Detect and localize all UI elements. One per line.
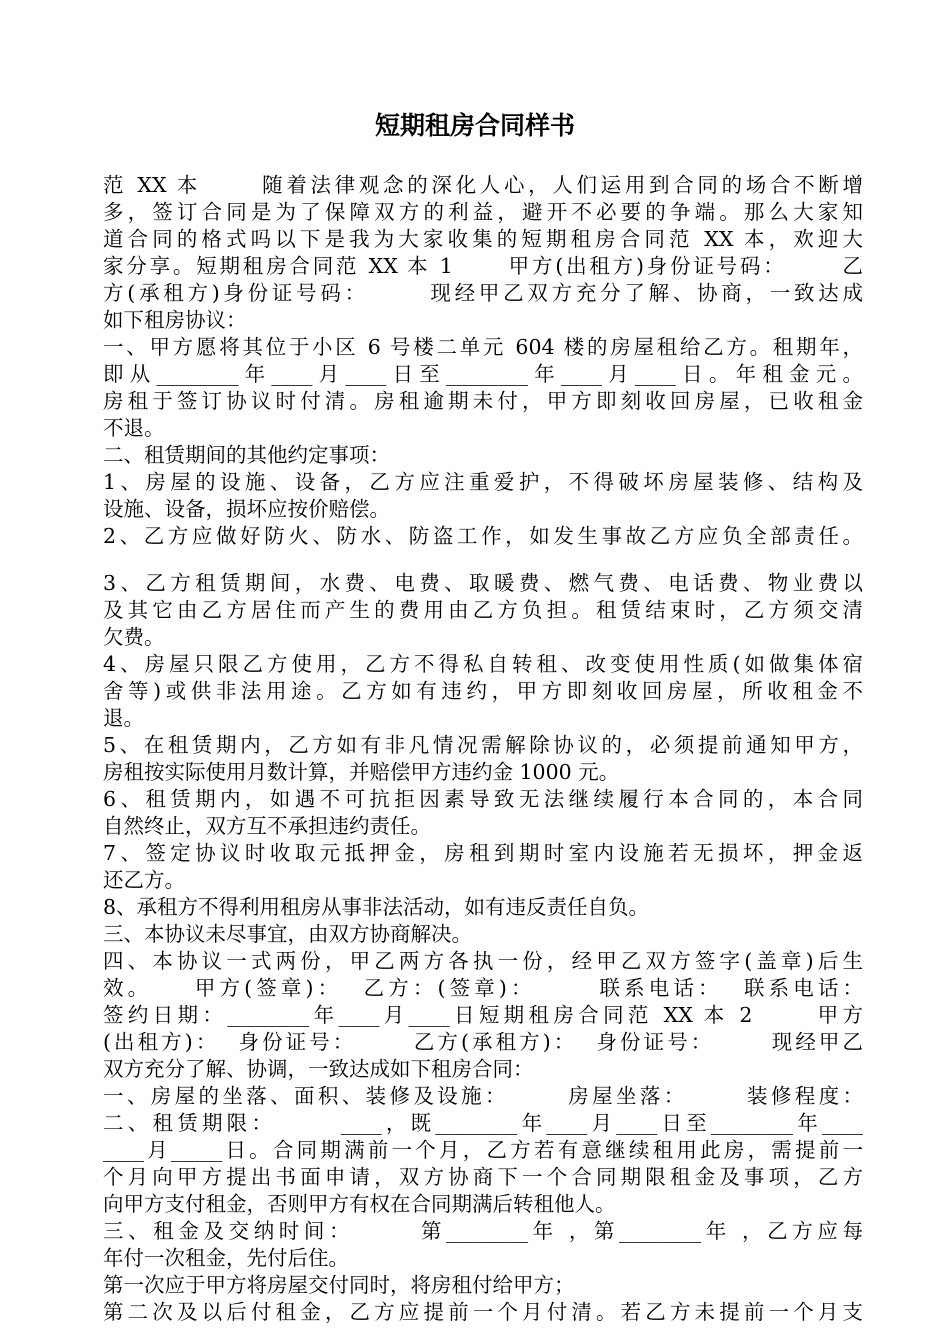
text-line: 年付一次租金，先付后住。 xyxy=(103,1246,349,1270)
text-line: 设施、设备，损坏应按价赔偿。 xyxy=(103,497,390,521)
text-line: 多，签订合同是为了保障双方的利益，避开不必要的争端。那么大家知 xyxy=(103,200,863,224)
text-line: 签约日期：________年____月____日短期租房合同范 XX 本 2 甲方 xyxy=(103,1003,863,1027)
document-body xyxy=(103,172,863,1326)
text-line: 二、租赁期间的其他约定事项： xyxy=(103,443,390,467)
text-line: (出租方)： 身份证号： 乙方(承租方)： 身份证号： 现经甲乙 xyxy=(103,1030,863,1054)
text-line: 即从________年____月____日至________年____月____日。年租金元。 xyxy=(103,362,863,386)
text-line: 房租按实际使用月数计算，并赔偿甲方违约金 1000 元。 xyxy=(103,760,620,784)
paragraph-gap xyxy=(103,550,863,570)
text-line: 欠费。 xyxy=(103,625,165,649)
text-line: 还乙方。 xyxy=(103,868,185,892)
text-line: 向甲方支付租金，否则甲方有权在合同期满后转租他人。 xyxy=(103,1192,616,1216)
text-line: 4、房屋只限乙方使用，乙方不得私自转租、改变使用性质(如做集体宿 xyxy=(103,652,863,676)
text-line: 不退。 xyxy=(103,416,165,440)
text-line: 范 XX 本 随着法律观念的深化人心，人们运用到合同的场合不断增 xyxy=(103,173,863,197)
text-line: ____月_____日。合同期满前一个月，乙方若有意继续租用此房，需提前一 xyxy=(103,1138,863,1162)
text-line: 2、乙方应做好防火、防水、防盗工作，如发生事故乙方应负全部责任。 xyxy=(103,524,863,548)
text-line: 3、乙方租赁期间，水费、电费、取暖费、燃气费、电话费、物业费以 xyxy=(103,571,863,595)
text-line: 退。 xyxy=(103,706,144,730)
text-line: 道合同的格式吗以下是我为大家收集的短期租房合同范 XX 本，欢迎大 xyxy=(103,227,863,251)
text-line: 房租于签订协议时付清。房租逾期未付，甲方即刻收回房屋，已收租金 xyxy=(103,389,863,413)
text-line: 一、房屋的坐落、面积、装修及设施： 房屋坐落： 装修程度： xyxy=(103,1084,863,1108)
text-line: 家分享。短期租房合同范 XX 本 1 甲方(出租方)身份证号码： 乙 xyxy=(103,254,863,278)
text-line: 第二次及以后付租金，乙方应提前一个月付清。若乙方未提前一个月支 xyxy=(103,1300,863,1324)
text-line: 三、本协议未尽事宜，由双方协商解决。 xyxy=(103,922,472,946)
text-line: 效。 甲方(签章)： 乙方：(签章)： 联系电话： 联系电话： xyxy=(103,976,863,1000)
text-line: 1、房屋的设施、设备，乙方应注重爱护，不得破坏房屋装修、结构及 xyxy=(103,470,863,494)
text-line: 及其它由乙方居住而产生的费用由乙方负担。租赁结束时，乙方须交清 xyxy=(103,598,863,622)
document-title: 短期租房合同样书 xyxy=(374,111,575,140)
text-line: 5、在租赁期内，乙方如有非凡情况需解除协议的，必须提前通知甲方， xyxy=(103,733,863,757)
text-line: 个月向甲方提出书面申请，双方协商下一个合同期限租金及事项，乙方 xyxy=(103,1165,863,1189)
text-line: 如下租房协议： xyxy=(103,308,247,332)
text-line: 8、承租方不得利用租房从事非法活动，如有违反责任自负。 xyxy=(103,895,650,919)
text-line: 第一次应于甲方将房屋交付同时，将房租付给甲方； xyxy=(103,1273,575,1297)
text-line: 7、签定协议时收取元抵押金，房租到期时室内设施若无损坏，押金返 xyxy=(103,841,863,865)
text-line: 双方充分了解、协调，一致达成如下租房合同： xyxy=(103,1057,534,1081)
text-line: 方(承租方)身份证号码： 现经甲乙双方充分了解、协商，一致达成 xyxy=(103,281,863,305)
text-line: 四、本协议一式两份，甲乙两方各执一份，经甲乙双方签字(盖章)后生 xyxy=(103,949,863,973)
text-line: 自然终止，双方互不承担违约责任。 xyxy=(103,814,431,838)
text-line: 6、租赁期内，如遇不可抗拒因素导致无法继续履行本合同的，本合同 xyxy=(103,787,863,811)
text-line: 三、租金及交纳时间： 第________年 ，第________年 ，乙方应每 xyxy=(103,1219,863,1243)
text-line: 舍等)或供非法用途。乙方如有违约，甲方即刻收回房屋，所收租金不 xyxy=(103,679,863,703)
text-line: 二、租赁期限： ____，既________年____月____日至________年____ xyxy=(103,1111,863,1135)
text-line: 一、甲方愿将其位于小区 6 号楼二单元 604 楼的房屋租给乙方。租期年， xyxy=(103,335,863,359)
